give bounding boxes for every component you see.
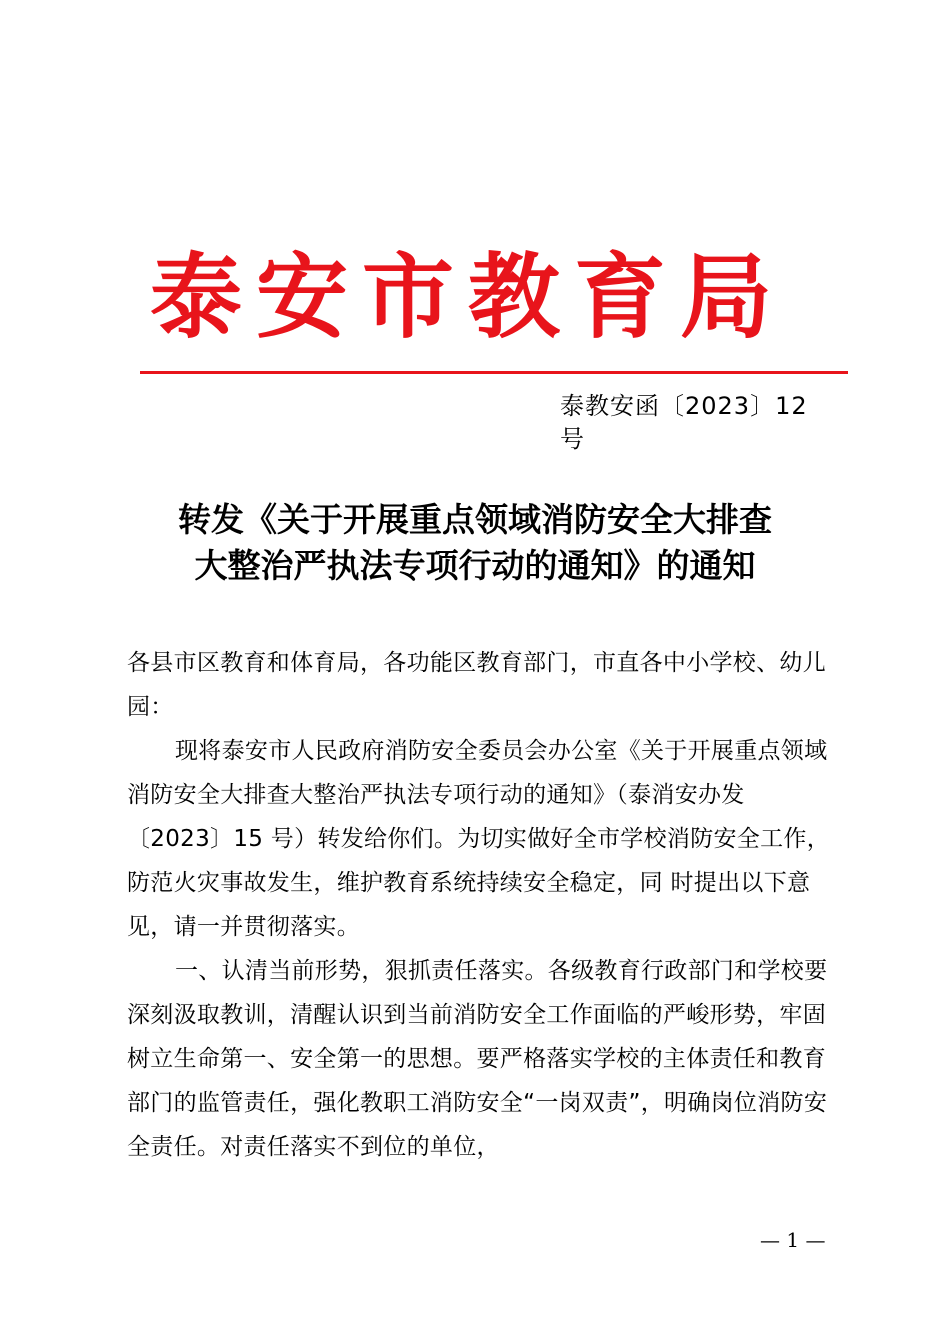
body-paragraph-2: 一、认清当前形势，狠抓责任落实。各级教育行政部门和学校要深刻汲取教训，清醒认识到当前消防安全工作面临的严峻形势，牢固树立生命第一、安全第一的思想。要严格落实学校的主体责任和教育部门的监管责任，强化教职工消防安全“一岗双责”，明确岗位消防安全责任。对责任落实不到位的单位， [127, 958, 828, 1160]
red-divider-line [140, 371, 848, 374]
title-line-2: 大整治严执法专项行动的通知》的通知 [194, 546, 756, 585]
document-title [100, 497, 850, 589]
document-number: 泰教安函〔2023〕12号 [560, 392, 808, 453]
body-paragraph-1: 现将泰安市人民政府消防安全委员会办公室《关于开展重点领域消防安全大排查大整治严执法专项行动的通知》（泰消安办发〔2023〕15 号）转发给你们。为切实做好全市学校消防安全工作，防范火灾事故发生，维护教育系统持续安全稳定，同 时提出以下意见，请一并贯彻落实。 [127, 738, 831, 940]
recipients-paragraph: 各县市区教育和体育局，各功能区教育部门，市直各中小学校、幼儿园： [127, 650, 826, 720]
issuing-authority-header: 泰安市教育局 [150, 243, 787, 351]
document-body [127, 641, 832, 1169]
title-line-1: 转发《关于开展重点领域消防安全大排查 [178, 500, 772, 539]
page-number: — 1 — [760, 1228, 826, 1252]
